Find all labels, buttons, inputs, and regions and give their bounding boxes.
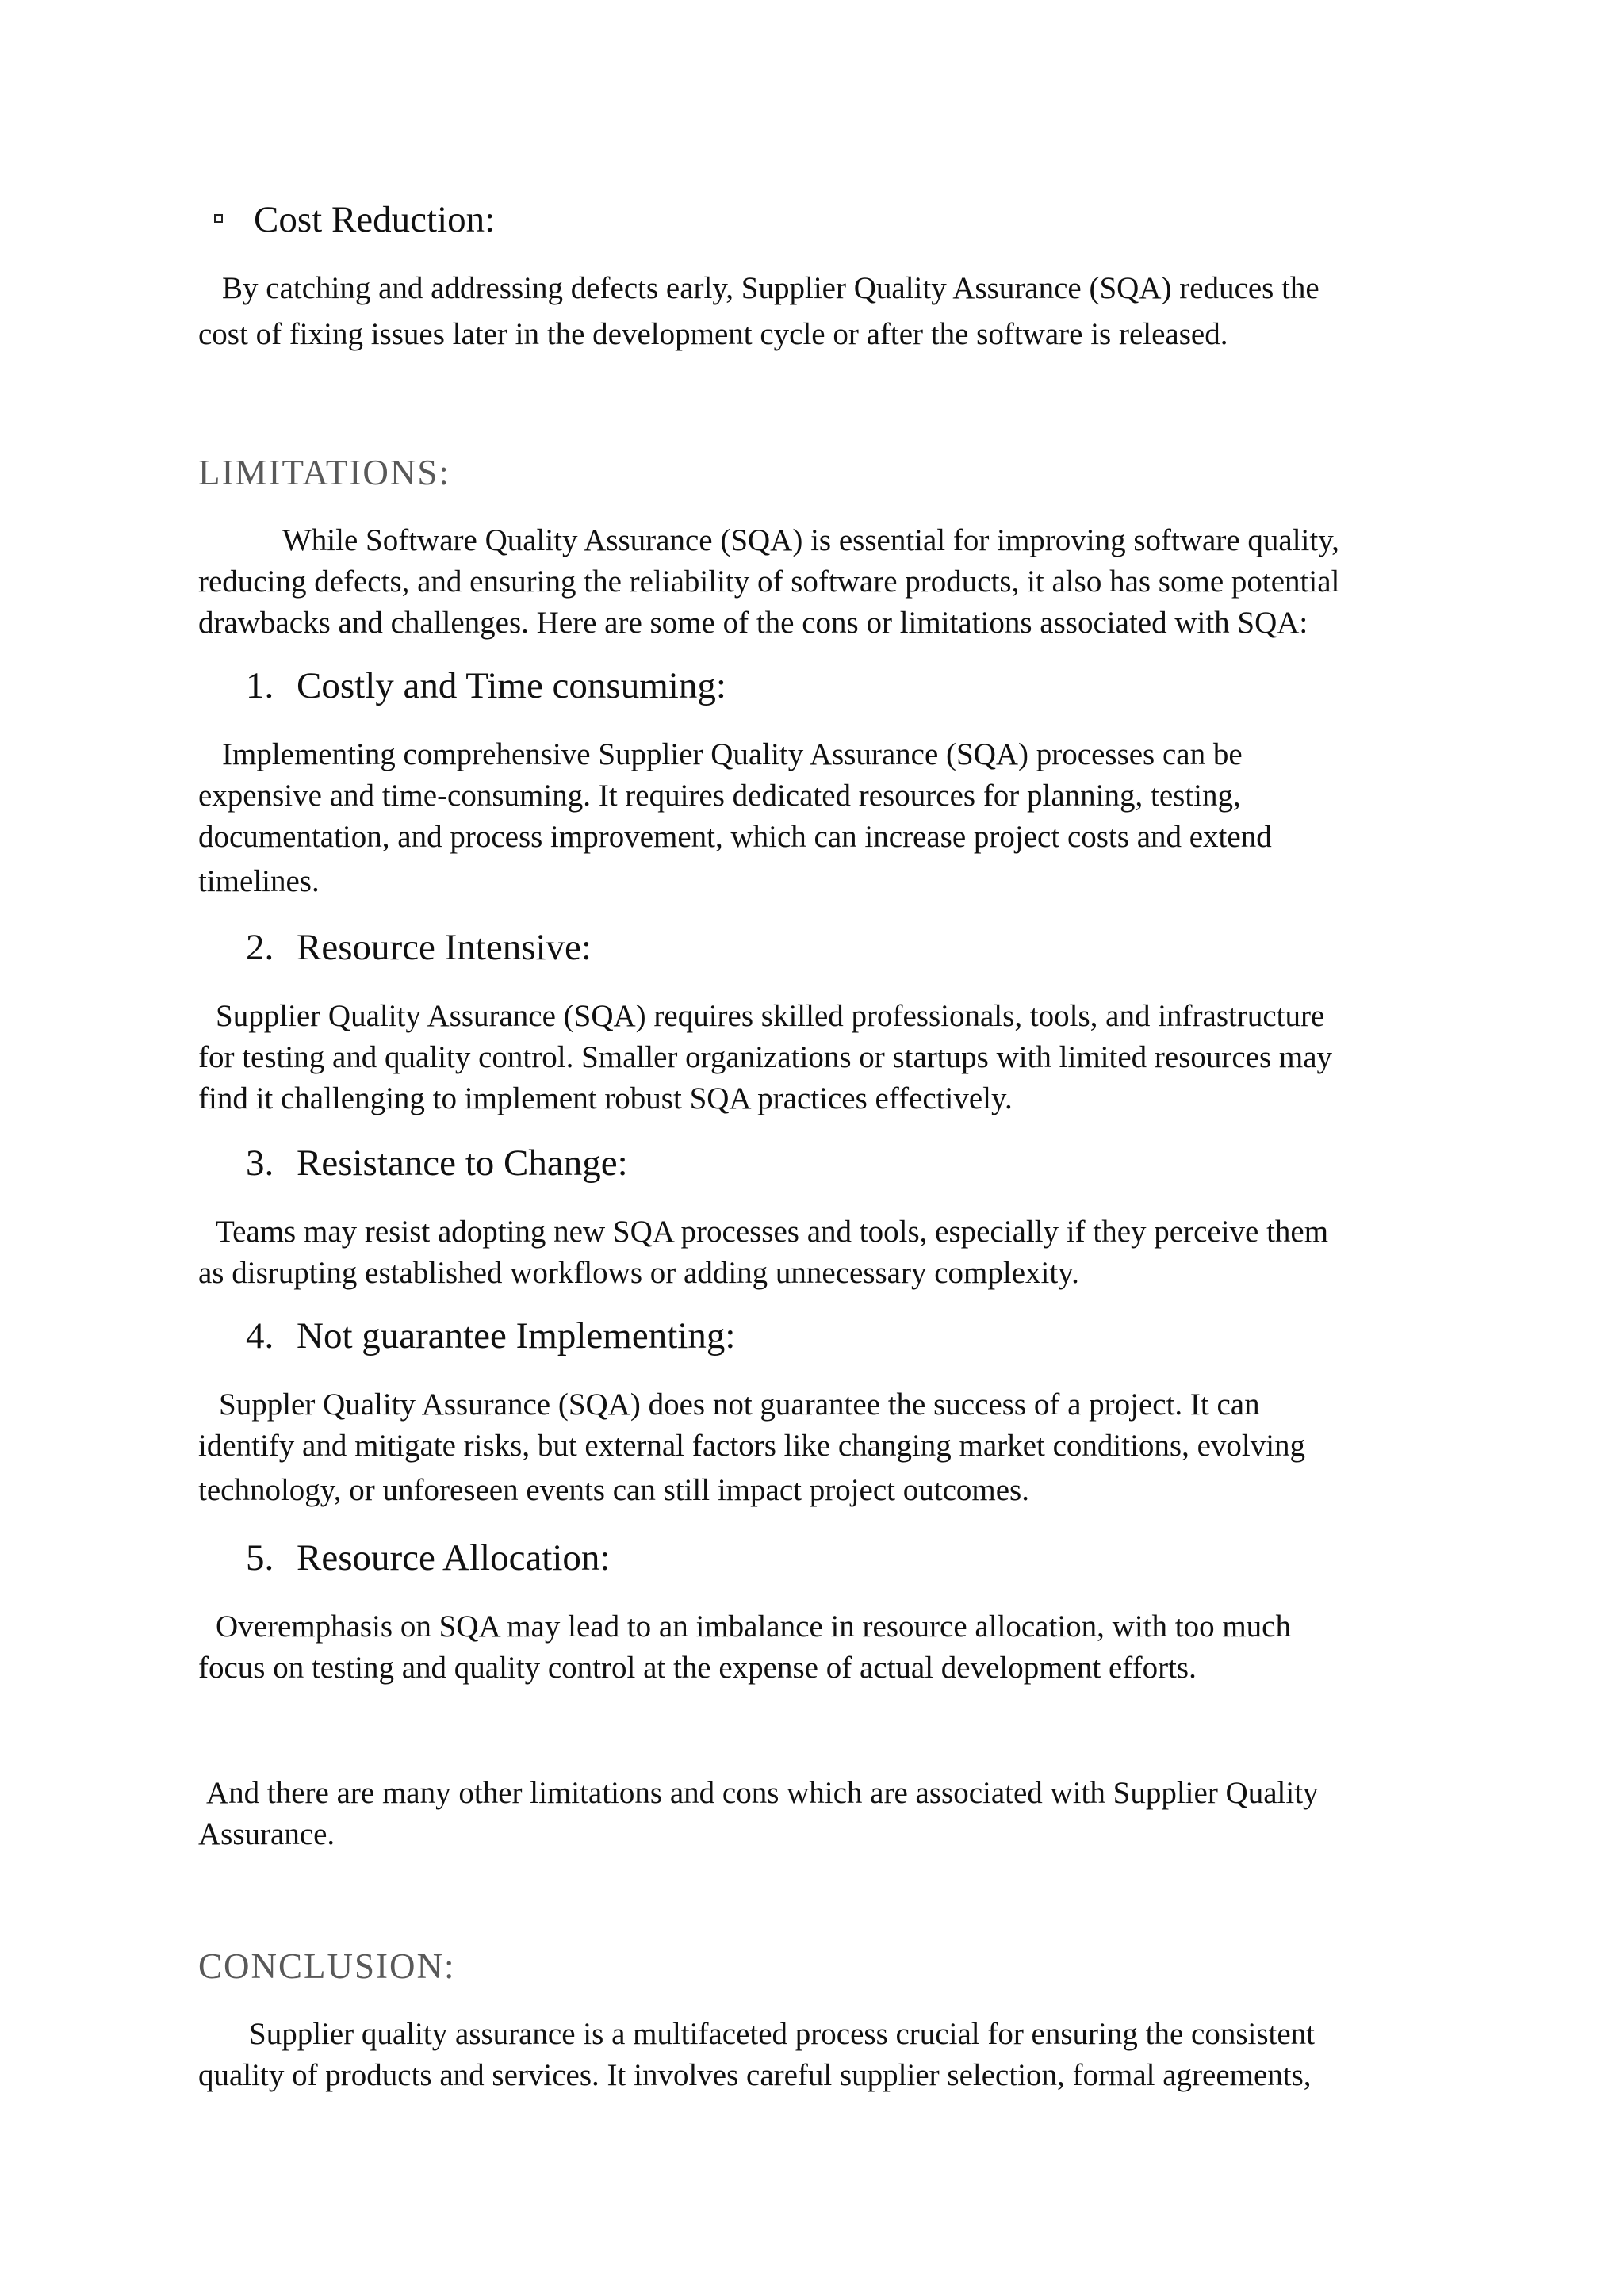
paragraph-line: Implementing comprehensive Supplier Quality Assurance (SQA) processes can be (222, 737, 1243, 771)
item-number: 4. (246, 1315, 274, 1357)
limitation-item-4-heading (246, 1311, 735, 1360)
limitation-item-1-heading (246, 661, 726, 710)
item-title: Resource Intensive: (297, 927, 592, 968)
paragraph-line: And there are many other limitations and cons which are associated with Supplier Quality (206, 1776, 1319, 1810)
item-title: Resource Allocation: (297, 1537, 611, 1578)
cost-reduction-paragraph (198, 268, 1435, 355)
paragraph-line: drawbacks and challenges. Here are some of the cons or limitations associated with SQA: (198, 606, 1308, 640)
paragraph-line: technology, or unforeseen events can still impact project outcomes. (198, 1473, 1029, 1507)
limitation-item-2-heading (246, 923, 592, 972)
limitation-item-4-paragraph (198, 1384, 1435, 1511)
item-number: 5. (246, 1537, 274, 1578)
cost-reduction-heading (254, 195, 495, 244)
square-bullet-icon (214, 214, 223, 223)
limitations-closing-paragraph (198, 1773, 1435, 1855)
paragraph-line: expensive and time-consuming. It requires dedicated resources for planning, testing, (198, 779, 1241, 813)
paragraph-line: Overemphasis on SQA may lead to an imbalance in resource allocation, with too much (216, 1609, 1291, 1644)
paragraph-line: identify and mitigate risks, but external factors like changing market conditions, evolving (198, 1429, 1306, 1463)
paragraph-line: By catching and addressing defects early, Supplier Quality Assurance (SQA) reduces the (222, 271, 1320, 305)
limitation-item-3-heading (246, 1138, 628, 1188)
limitation-item-5-paragraph (198, 1606, 1435, 1689)
limitations-heading: LIMITATIONS: (198, 453, 450, 492)
paragraph-line: focus on testing and quality control at the expense of actual development efforts. (198, 1651, 1197, 1685)
paragraph-line: cost of fixing issues later in the development cycle or after the software is released. (198, 317, 1228, 351)
item-title: Resistance to Change: (297, 1142, 628, 1184)
paragraph-line: Supplier quality assurance is a multifaceted process crucial for ensuring the consistent (249, 2017, 1315, 2051)
item-number: 2. (246, 927, 274, 968)
paragraph-line: Supplier Quality Assurance (SQA) requires skilled professionals, tools, and infrastructure (216, 999, 1325, 1033)
paragraph-line: Suppler Quality Assurance (SQA) does not guarantee the success of a project. It can (219, 1387, 1260, 1422)
item-title: Not guarantee Implementing: (297, 1315, 736, 1357)
paragraph-line: find it challenging to implement robust SQA practices effectively. (198, 1081, 1013, 1115)
limitation-item-2-paragraph (198, 996, 1435, 1119)
paragraph-line: reducing defects, and ensuring the reliability of software products, it also has some potential (198, 564, 1340, 599)
conclusion-paragraph (198, 2014, 1435, 2096)
limitation-item-3-paragraph (198, 1211, 1435, 1294)
conclusion-heading: CONCLUSION: (198, 1946, 456, 1986)
paragraph-line: documentation, and process improvement, which can increase project costs and extend (198, 820, 1272, 854)
item-title: Costly and Time consuming: (297, 665, 726, 706)
item-number: 1. (246, 665, 274, 706)
paragraph-line: quality of products and services. It involves careful supplier selection, formal agreements, (198, 2058, 1312, 2092)
item-number: 3. (246, 1142, 274, 1184)
limitations-intro-paragraph (198, 520, 1435, 644)
paragraph-line: Teams may resist adopting new SQA processes and tools, especially if they perceive them (216, 1215, 1329, 1249)
paragraph-line: as disrupting established workflows or adding unnecessary complexity. (198, 1256, 1079, 1290)
paragraph-line: timelines. (198, 864, 320, 898)
paragraph-line: for testing and quality control. Smaller organizations or startups with limited resources may (198, 1040, 1333, 1074)
paragraph-line: Assurance. (198, 1817, 335, 1851)
limitation-item-1-paragraph (198, 734, 1435, 902)
paragraph-line: While Software Quality Assurance (SQA) is essential for improving software quality, (282, 523, 1339, 557)
cost-reduction-title: Cost Reduction: (254, 199, 496, 240)
limitation-item-5-heading (246, 1533, 610, 1582)
